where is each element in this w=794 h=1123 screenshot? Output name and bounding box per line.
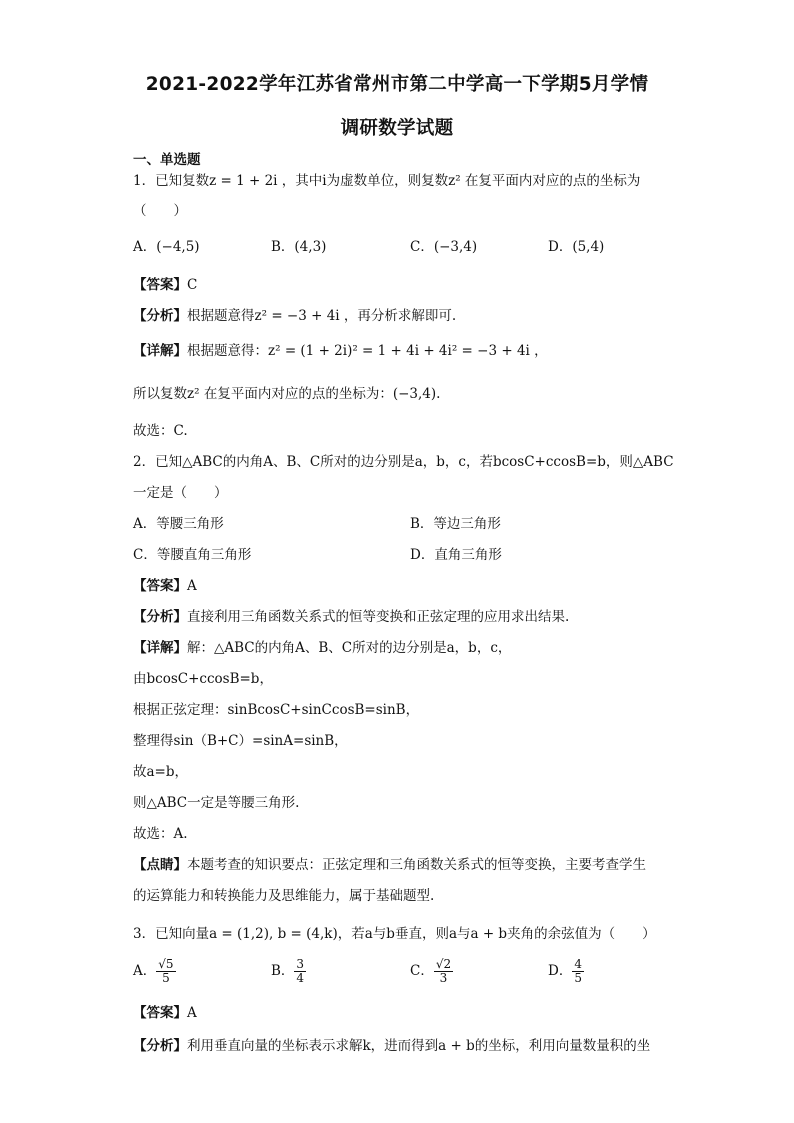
option-label: C． <box>410 963 434 979</box>
detail-text: 解：△ABC的内角A、B、C所对的边分别是a，b，c， <box>187 640 512 656</box>
q1-option-a: A．(−4,5) <box>133 239 200 255</box>
q1-analysis <box>133 307 456 325</box>
analysis-text: 利用垂直向量的坐标表示求解k，进而得到a + b的坐标，利用向量数量积的坐 <box>187 1038 651 1054</box>
q1-detail <box>133 342 548 360</box>
q2-option-d: D．直角三角形 <box>410 547 502 563</box>
q2-stem-line2: 一定是（ ） <box>133 485 228 501</box>
detail-tag: 【详解】 <box>133 640 187 656</box>
answer-tag: 【答案】 <box>133 277 187 293</box>
analysis-tag: 【分析】 <box>133 308 187 324</box>
option-label: B． <box>271 963 295 979</box>
answer-value: A <box>187 578 197 594</box>
answer-tag: 【答案】 <box>133 578 187 594</box>
q2-option-c: C．等腰直角三角形 <box>133 547 252 563</box>
q3-option-c <box>410 958 453 985</box>
option-label: D． <box>548 963 573 979</box>
analysis-text: 根据题意得z² = −3 + 4i ，再分析求解即可. <box>187 308 457 324</box>
q3-option-a <box>133 958 176 985</box>
q3-analysis <box>133 1037 650 1055</box>
option-label: A． <box>133 963 157 979</box>
q2-step: 根据正弦定理：sinBcosC+sinCcosB=sinB， <box>133 702 420 718</box>
q1-conclusion: 故选：C. <box>133 423 188 439</box>
analysis-tag: 【分析】 <box>133 609 187 625</box>
fraction: $\frac{4}{5}$ <box>574 957 582 985</box>
page-title-line1: 2021-2022学年江苏省常州市第二中学高一下学期5月学情 <box>145 74 649 95</box>
q2-analysis <box>133 608 569 626</box>
fraction: $\frac{√2}{3}$ <box>435 957 452 985</box>
q3-stem: 3．已知向量a = (1,2), b = (4,k)，若a与b垂直，则a与a + b夹角的余弦值为（ ） <box>133 926 656 942</box>
comment-text: 本题考查的知识要点：正弦定理和三角函数关系式的恒等变换，主要考查学生 <box>187 857 646 873</box>
answer-value: C <box>187 277 198 293</box>
q1-option-c: C．(−3,4) <box>410 239 478 255</box>
q3-option-d <box>548 958 584 985</box>
section-heading: 一、单选题 <box>133 152 201 168</box>
analysis-text: 直接利用三角函数关系式的恒等变换和正弦定理的应用求出结果. <box>187 609 570 625</box>
q2-answer <box>133 577 197 595</box>
analysis-tag: 【分析】 <box>133 1038 187 1054</box>
q1-answer <box>133 276 197 294</box>
q1-option-d: D．(5,4) <box>548 239 605 255</box>
q1-stem-line2: （ ） <box>133 203 187 219</box>
q2-step: 由bcosC+ccosB=b， <box>133 671 273 687</box>
q2-step: 则△ABC一定是等腰三角形. <box>133 795 300 811</box>
q2-comment-line2: 的运算能力和转换能力及思维能力，属于基础题型. <box>133 888 435 904</box>
q1-detail-line2: 所以复数z² 在复平面内对应的点的坐标为：(−3,4). <box>133 386 441 402</box>
comment-tag: 【点睛】 <box>133 857 187 873</box>
q1-option-b: B．(4,3) <box>271 239 327 255</box>
q1-stem-line1: 1．已知复数z = 1 + 2i ，其中i为虚数单位，则复数z² 在复平面内对应的点的坐标为 <box>133 173 641 189</box>
answer-value: A <box>187 1005 197 1021</box>
detail-tag: 【详解】 <box>133 343 187 359</box>
q2-detail <box>133 639 511 657</box>
q2-step: 故a=b， <box>133 764 189 780</box>
detail-text: 根据题意得：z² = (1 + 2i)² = 1 + 4i + 4i² = −3 + 4i ， <box>187 343 548 359</box>
q3-option-b <box>271 958 306 985</box>
q2-step: 故选：A. <box>133 826 188 842</box>
q2-step: 整理得sin（B+C）=sinA=sinB， <box>133 733 348 749</box>
q3-answer <box>133 1004 197 1022</box>
q2-option-a: A．等腰三角形 <box>133 516 224 532</box>
answer-tag: 【答案】 <box>133 1005 187 1021</box>
q2-stem-line1: 2．已知△ABC的内角A、B、C所对的边分别是a，b，c，若bcosC+ccosB=b，则△ABC <box>133 454 674 470</box>
q2-comment <box>133 856 646 874</box>
q2-option-b: B．等边三角形 <box>410 516 501 532</box>
fraction: $\frac{3}{4}$ <box>296 957 305 985</box>
fraction: $\frac{√5}{5}$ <box>158 957 174 985</box>
page-title-line2: 调研数学试题 <box>340 118 454 139</box>
